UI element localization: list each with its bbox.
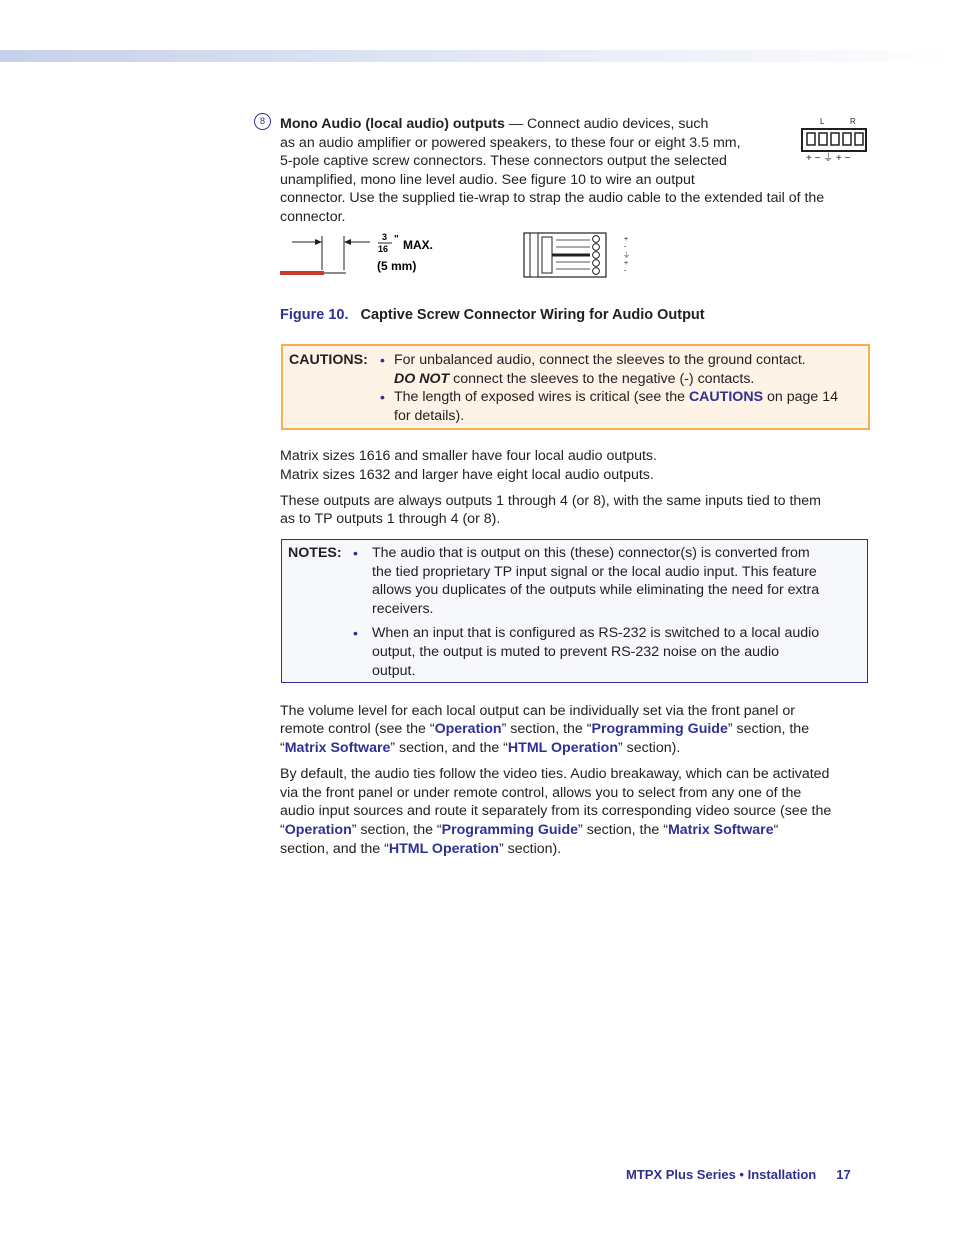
operation-link[interactable]: Operation [434, 721, 502, 737]
notes-bullet-2: • [353, 625, 358, 641]
connector-pin-labels: + − ⏚ + − [806, 153, 851, 164]
programming-guide-link-2[interactable]: Programming Guide [441, 822, 579, 838]
block-pin-2: - [624, 244, 627, 251]
default-line-5: section, and the “HTML Operation” section). [280, 841, 562, 857]
figure-caption [280, 307, 705, 323]
matrix-line-1: Matrix sizes 1616 and smaller have four local audio outputs. [280, 448, 657, 464]
connector-label-r: R [850, 117, 856, 126]
intro-line-2: as an audio amplifier or powered speakers, to these four or eight 3.5 mm, [280, 134, 741, 151]
operation-link-2[interactable]: Operation [284, 822, 352, 838]
cautions-bullet-2: • [380, 389, 385, 405]
default-line-3: audio input sources and route it separately from its corresponding video source (see the [280, 803, 832, 819]
page-footer [626, 1167, 851, 1182]
matrix-software-link-2[interactable]: Matrix Software [667, 822, 774, 838]
max-label: MAX. [403, 238, 433, 252]
outputs-line-2: as to TP outputs 1 through 4 (or 8). [280, 511, 501, 527]
intro-rest: connector. Use the supplied tie-wrap to strap the audio cable to the extended tail of the connector. [280, 190, 825, 225]
mono-audio-intro [280, 115, 775, 189]
cautions-bullet-1: • [380, 352, 385, 368]
caution-2-line-2: for details). [394, 408, 465, 424]
caution-2-line-1: The length of exposed wires is critical (see the CAUTIONS on page 14 [394, 389, 838, 405]
header-gradient-bar [0, 50, 954, 62]
html-operation-link[interactable]: HTML Operation [507, 740, 618, 756]
intro-line-3: 5-pole captive screw connectors. These connectors output the selected [280, 153, 727, 170]
default-line-1: By default, the audio ties follow the video ties. Audio breakaway, which can be activated [280, 766, 830, 782]
block-pin-1: + [624, 236, 629, 243]
terminal-block-figure [520, 231, 635, 279]
matrix-line-2: Matrix sizes 1632 and larger have eight local audio outputs. [280, 467, 654, 483]
inch-mark: " [394, 234, 399, 245]
programming-guide-link[interactable]: Programming Guide [591, 721, 728, 737]
block-pin-5: - [624, 268, 627, 275]
footer-title: MTPX Plus Series • Installation [626, 1167, 817, 1182]
note-1-line-2: the tied proprietary TP input signal or the local audio input. This feature [372, 564, 817, 580]
wire-strip-figure [278, 232, 453, 278]
block-pin-4: + [624, 260, 629, 267]
item-number-badge: 8 [254, 113, 271, 130]
do-not-emphasis: DO NOT [394, 371, 450, 387]
notes-label: NOTES: [288, 545, 342, 561]
note-1-line-4: receivers. [372, 601, 434, 617]
figure-title: Captive Screw Connector Wiring for Audio Output [360, 307, 705, 323]
default-line-4: “Operation” section, the “Programming Guide” section, the “Matrix Software“ [280, 822, 779, 838]
section-heading: Mono Audio (local audio) outputs [280, 116, 505, 132]
fraction-denominator: 16 [378, 244, 389, 254]
mm-label: (5 mm) [377, 259, 417, 273]
notes-box [281, 539, 868, 683]
figure-number: Figure 10. [280, 307, 349, 323]
connector-label-l: L [820, 117, 825, 126]
note-1-line-1: The audio that is output on this (these) connector(s) is converted from [372, 545, 810, 561]
volume-line-3: “Matrix Software” section, and the “HTML Operation” section). [280, 740, 681, 756]
cautions-box [281, 344, 870, 430]
fraction-numerator: 3 [382, 232, 388, 242]
cautions-label: CAUTIONS: [289, 352, 368, 368]
html-operation-link-2[interactable]: HTML Operation [388, 841, 499, 857]
default-line-2: via the front panel or under remote control, allows you to select from any one of the [280, 785, 802, 801]
note-1-line-3: allows you duplicates of the outputs while eliminating the need for extra [372, 582, 820, 598]
intro-line-4: unamplified, mono line level audio. See figure 10 to wire an output [280, 171, 695, 188]
block-pin-3: ⏚ [623, 252, 630, 259]
cautions-link[interactable]: CAUTIONS [688, 389, 764, 405]
matrix-software-link[interactable]: Matrix Software [284, 740, 391, 756]
page-number: 17 [836, 1167, 851, 1182]
note-2-line-3: output. [372, 663, 416, 679]
volume-line-1: The volume level for each local output can be individually set via the front panel or [280, 703, 795, 719]
outputs-line-1: These outputs are always outputs 1 through 4 (or 8), with the same inputs tied to them [280, 493, 821, 509]
caution-1-line-1: For unbalanced audio, connect the sleeves to the ground contact. [394, 352, 806, 368]
notes-bullet-1: • [353, 545, 358, 561]
captive-screw-connector-icon [798, 116, 870, 164]
volume-line-2: remote control (see the “Operation” section, the “Programming Guide” section, the [280, 721, 810, 737]
note-2-line-1: When an input that is configured as RS-232 is switched to a local audio [372, 625, 820, 641]
intro-line-1: — Connect audio devices, such [508, 116, 709, 132]
note-2-line-2: output, the output is muted to prevent RS-232 noise on the audio [372, 644, 779, 660]
caution-1-line-2: DO NOT connect the sleeves to the negative (-) contacts. [394, 371, 755, 387]
